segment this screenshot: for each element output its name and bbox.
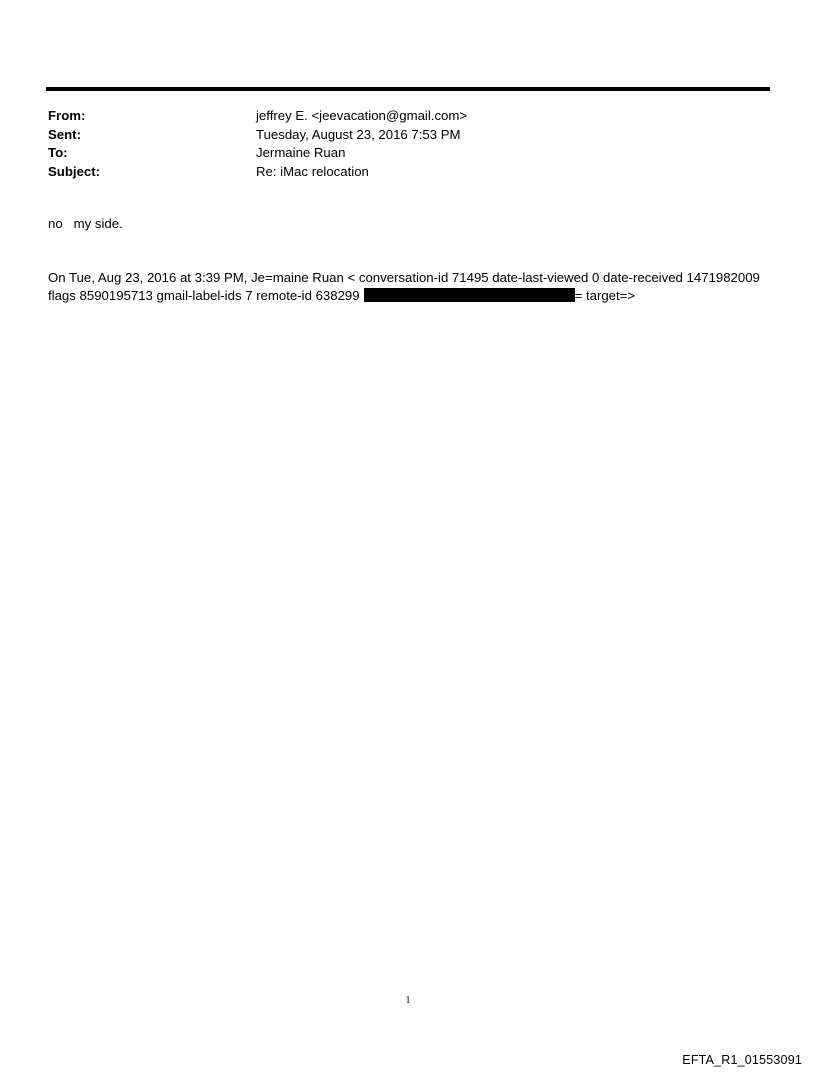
- header-rule: [46, 87, 770, 91]
- email-header: [48, 107, 748, 181]
- sent-label: Sent:: [48, 126, 81, 142]
- reply-text: no my side.: [48, 216, 123, 231]
- quoted-line-2: [48, 287, 773, 305]
- from-row: [48, 107, 748, 126]
- from-label: From:: [48, 108, 86, 123]
- quoted-line-2-end: = target=>: [574, 288, 636, 303]
- document-id: EFTA_R1_01553091: [682, 1053, 802, 1067]
- quoted-message: [48, 269, 773, 305]
- subject-row: [48, 163, 748, 182]
- to-value: Jermaine Ruan: [256, 145, 346, 160]
- subject-value: Re: iMac relocation: [256, 163, 369, 179]
- sent-value: Tuesday, August 23, 2016 7:53 PM: [256, 126, 461, 142]
- to-row: [48, 144, 748, 163]
- redaction-block: [364, 288, 575, 302]
- quoted-line-2-start: flags 8590195713 gmail-label-ids 7 remote-id 638299: [48, 288, 360, 303]
- subject-label: Subject:: [48, 163, 101, 179]
- to-label: To:: [48, 145, 68, 160]
- page-number: 1: [405, 995, 411, 1006]
- sent-row: [48, 126, 748, 145]
- from-value: jeffrey E. <jeevacation@gmail.com>: [256, 108, 468, 123]
- quoted-line-1: On Tue, Aug 23, 2016 at 3:39 PM, Je=maine Ruan < conversation-id 71495 date-last-viewed 0 date-received 1471982009: [48, 270, 760, 285]
